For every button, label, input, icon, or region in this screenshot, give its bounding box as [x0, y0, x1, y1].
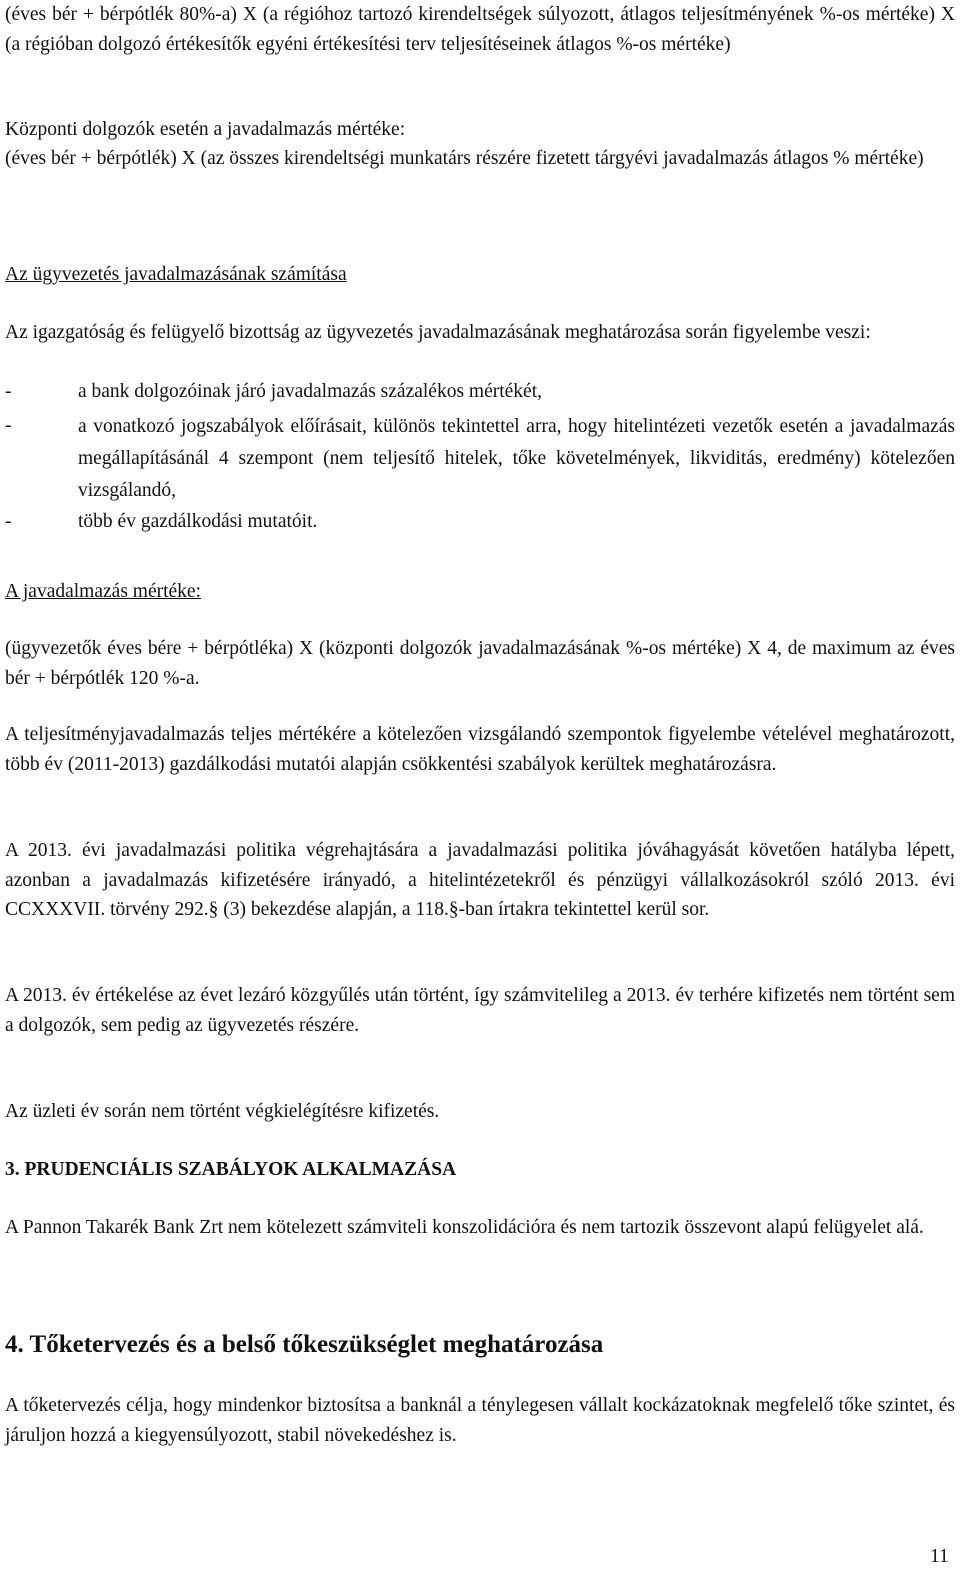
rate-heading: A javadalmazás mértéke:: [5, 581, 201, 602]
list-item-text: a bank dolgozóinak járó javadalmazás százalékos mértékét,: [78, 381, 543, 402]
policy-implementation-text: A 2013. évi javadalmazási politika végrehajtására a javadalmazási politika jóváhagyását követően hatályba lépett, azonban a javadalmazás kifizetésére irányadó, a hitelintézetekről és pénzügyi vállalkozásokról szóló 2013. évi CCXXXVII. törvény 292.§ (3) bekezdése alapján, a 118.§-ban írtakra tekintettel kerül sor.: [5, 840, 955, 920]
performance-remuneration-text: A teljesítményjavadalmazás teljes mértékére a kötelezően vizsgálandó szempontok figyelembe vételével meghatározott, több év (2011-2013) gazdálkodási mutatói alapján csökkentési szabályok kerültek meghatározásra.: [5, 724, 955, 775]
regional-formula-text: (éves bér + bérpótlék 80%-a) X (a régióhoz tartozó kirendeltségek súlyozott, átlagos teljesítményének %-os mértéke) X (a régióban dolgozó értékesítők egyéni értékesítési terv teljesítéseinek átlagos %-os mértéke): [5, 4, 955, 55]
rate-formula-text: (ügyvezetők éves bére + bérpótléka) X (központi dolgozók javadalmazásának %-os mértéke) X 4, de maximum az éves bér + bérpótlék 120 %-a.: [5, 638, 955, 689]
list-dash: -: [5, 510, 12, 532]
list-item: [5, 377, 955, 407]
evaluation-text: A 2013. év értékelése az évet lezáró közgyűlés után történt, így számvitelileg a 2013. év terhére kifizetés nem történt sem a dolgozók, sem pedig az ügyvezetés részére.: [5, 985, 955, 1036]
list-item-text: a vonatkozó jogszabályok előírásait, különös tekintettel arra, hogy hitelintézeti vezetők esetén a javadalmazás megállapításánál 4 szempont (nem teljesítő hitelek, tőke követelmények, likviditás, eredmény) kötelezően vizsgálandó,: [78, 415, 955, 501]
management-criteria-list: [5, 377, 955, 536]
list-item: [5, 411, 955, 507]
list-dash: -: [5, 414, 12, 436]
section-3-text: A Pannon Takarék Bank Zrt nem kötelezett számviteli konszolidációra és nem tartozik összevont alapú felügyelet alá.: [5, 1217, 924, 1238]
list-dash: -: [5, 381, 12, 402]
list-item-text: több év gazdálkodási mutatóit.: [78, 510, 318, 532]
section-4-text: A tőketervezés célja, hogy mindenkor biztosítsa a banknál a ténylegesen vállalt kockázatoknak megfelelő tőke szintet, és járuljon hozzá a kiegyensúlyozott, stabil növekedéshez is.: [5, 1395, 955, 1446]
management-remuneration-heading: Az ügyvezetés javadalmazásának számítása: [5, 264, 347, 285]
page-number: 11: [930, 1546, 949, 1567]
central-staff-heading: Központi dolgozók esetén a javadalmazás mértéke:: [5, 119, 406, 140]
central-staff-formula-text: (éves bér + bérpótlék) X (az összes kirendeltségi munkatárs részére fizetett tárgyévi javadalmazás átlagos % mértéke): [5, 148, 924, 169]
management-intro-text: Az igazgatóság és felügyelő bizottság az ügyvezetés javadalmazásának meghatározása során figyelembe veszi:: [5, 322, 871, 343]
list-item: [5, 507, 955, 537]
section-4-title: 4. Tőketervezés és a belső tőkeszükséglet meghatározása: [5, 1331, 604, 1358]
section-3-title: 3. PRUDENCIÁLIS SZABÁLYOK ALKALMAZÁSA: [5, 1159, 457, 1180]
severance-text: Az üzleti év során nem történt végkielégítésre kifizetés.: [5, 1101, 440, 1122]
